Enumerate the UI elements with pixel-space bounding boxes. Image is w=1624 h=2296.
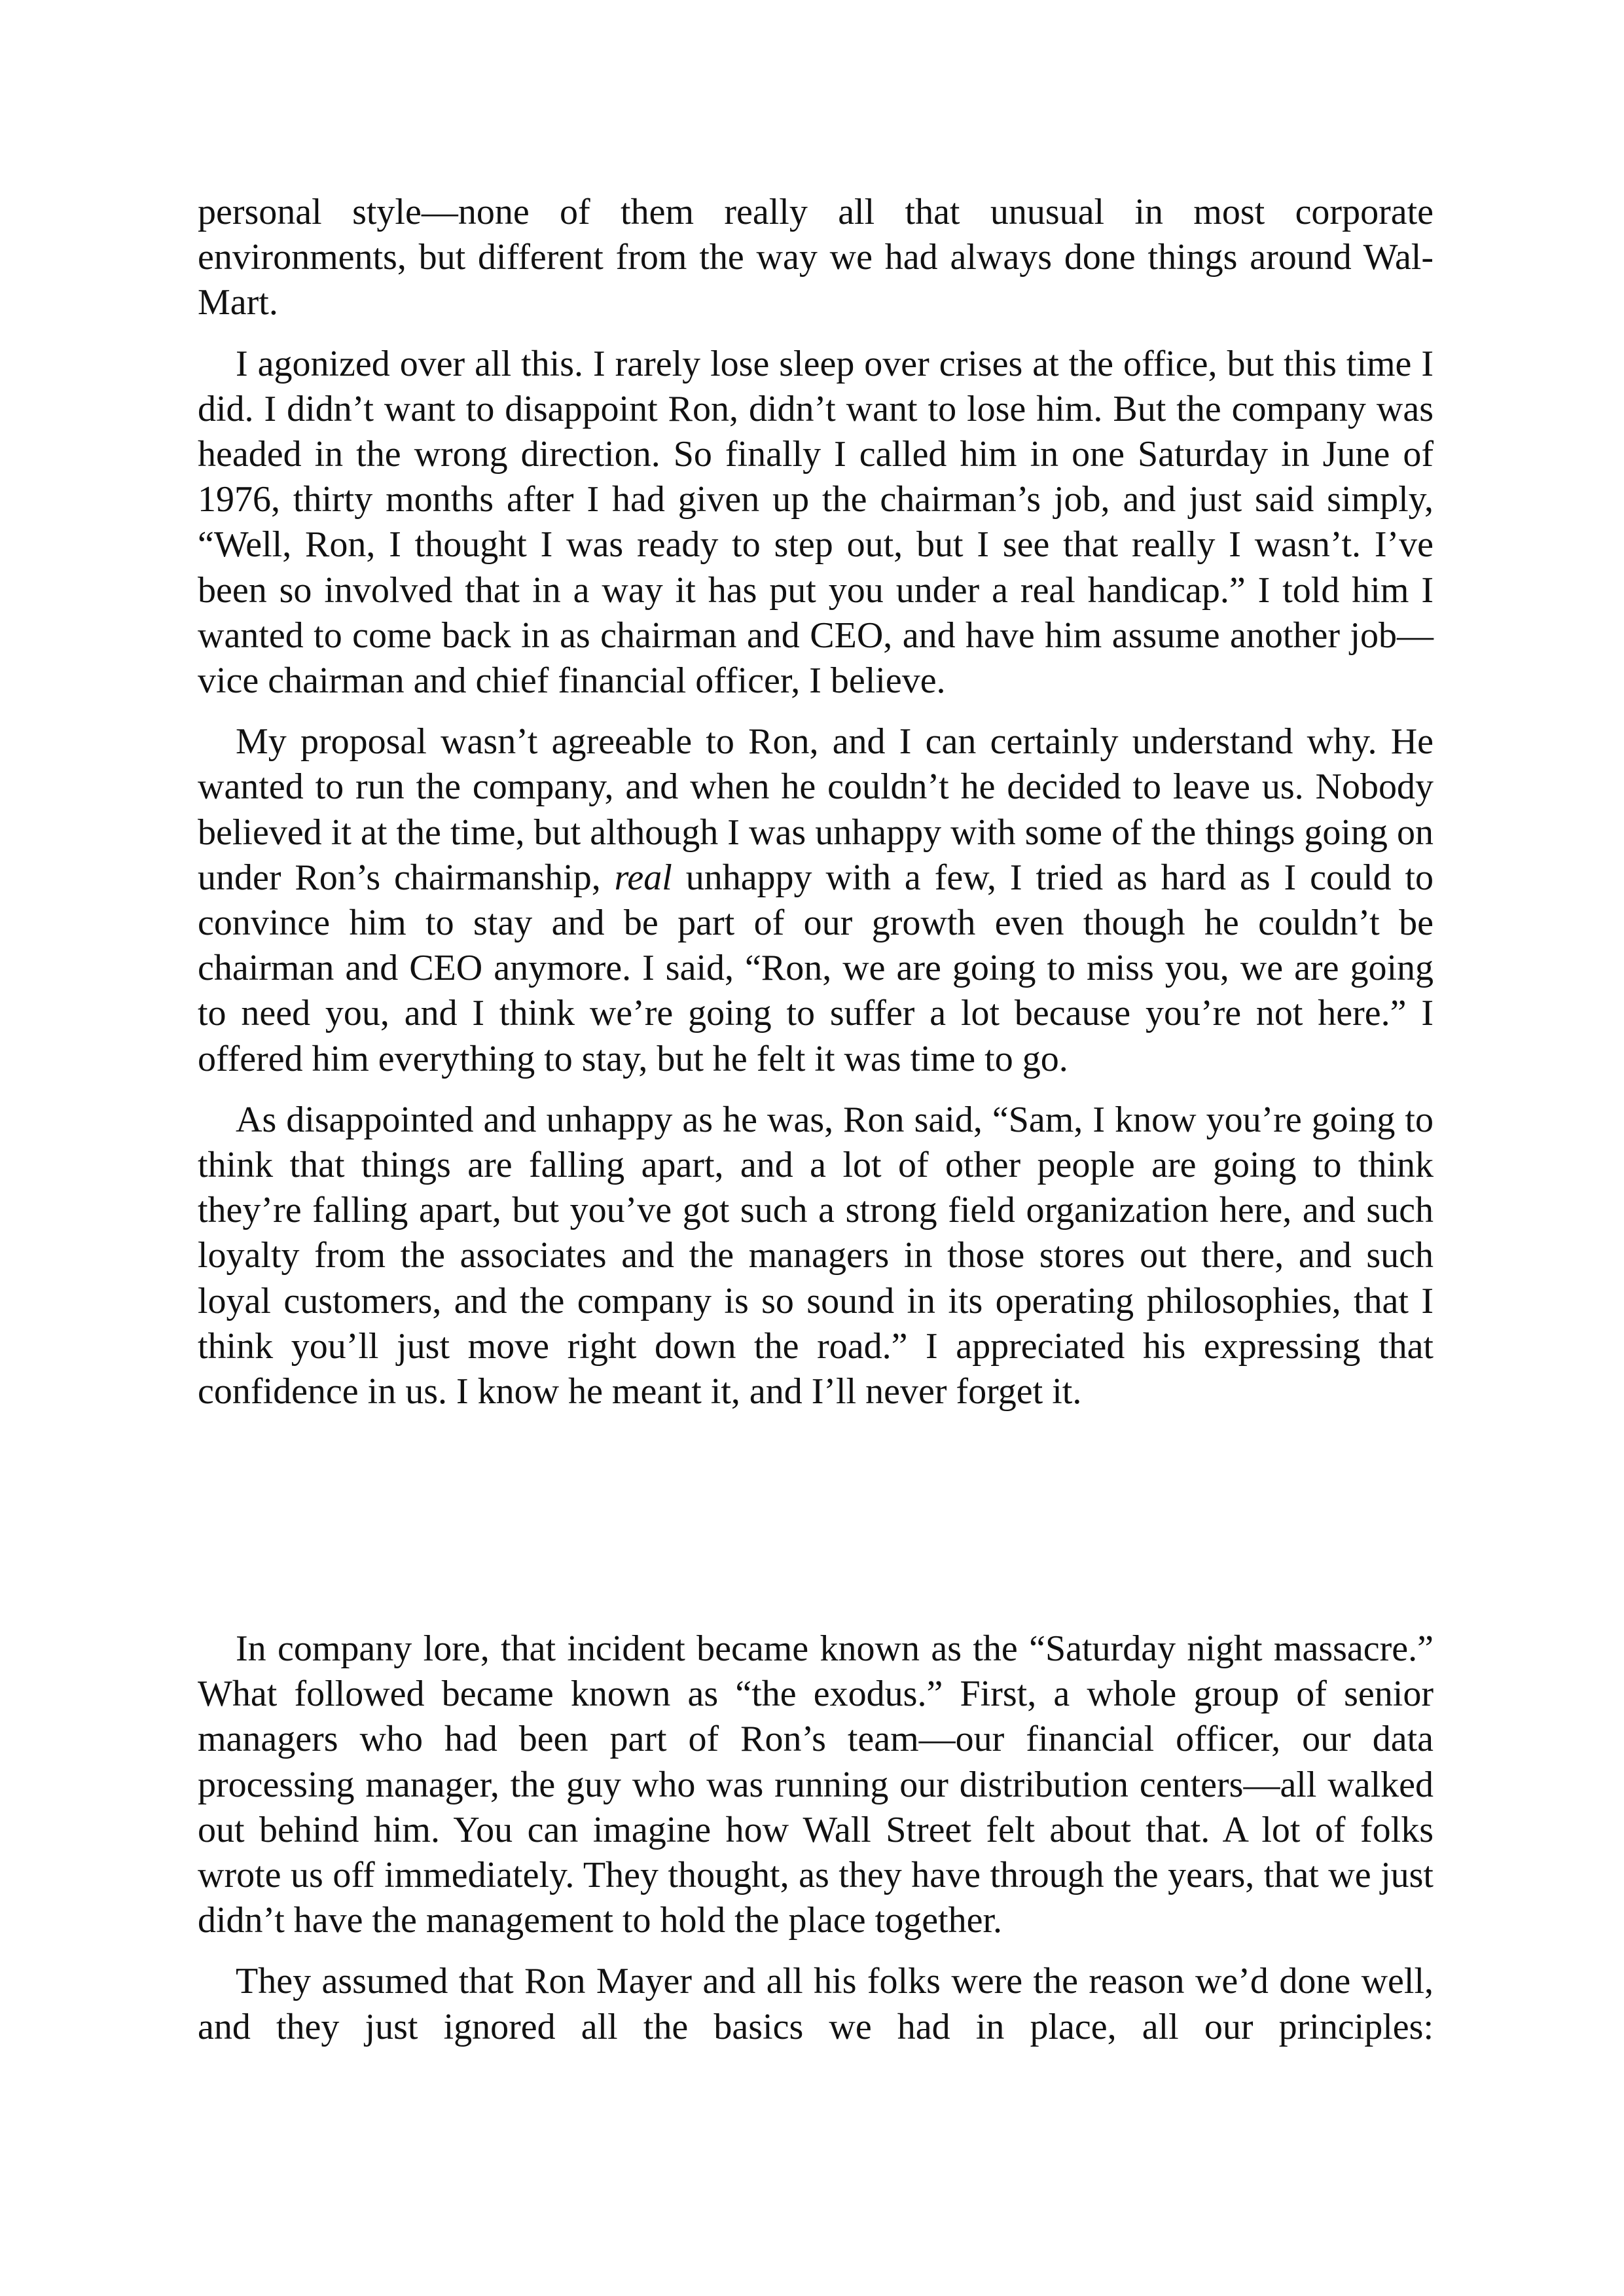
- paragraph-agonized: I agonized over all this. I rarely lose sleep over crises at the office, but this time I did. I didn’t want to disappoint Ron, didn’t want to lose him. But the company was headed in the wrong direction. So finally I called him in one Saturday in June of 1976, thirty months after I had given up the chairman’s job, and just said simply, “Well, Ron, I thought I was ready to step out, but I see that really I wasn’t. I’ve been so involved that in a way it has put you under a real handicap.” I told him I wanted to come back in as chairman and CEO, and have him assume another job—vice chairman and chief financial officer, I believe.: [198, 343, 1434, 702]
- paragraph-company-lore: In company lore, that incident became known as the “Saturday night massacre.” What followed became known as “the exodus.” First, a whole group of senior managers who had been part of Ron’s team—our financial officer, our data processing manager, the guy who was running our distribution centers—all walked out behind him. You can imagine how Wall Street felt about that. A lot of folks wrote us off immediately. They thought, as they have through the years, that we just didn’t have the management to hold the place together.: [198, 1628, 1434, 1941]
- paragraph-proposal: [198, 719, 1434, 1082]
- paragraph-proposal-text-1: My proposal wasn’t agreeable to Ron, and I can certainly understand why. He wanted to run the company, and when he couldn’t he decided to leave us. Nobody believed it at the time, but although I was unhappy with some of the things going on under Ron’s chairmanship,: [198, 721, 1434, 898]
- text-section-1: [198, 190, 1434, 1430]
- paragraph-continued: personal style—none of them really all that unusual in most corporate environments, but different from the way we had always done things around Wal-Mart.: [198, 192, 1434, 323]
- text-section-2: [198, 1626, 1434, 2066]
- paragraph-proposal-text-2: unhappy with a few, I tried as hard as I could to convince him to stay and be part of our growth even though he couldn’t be chairman and CEO anymore. I said, “Ron, we are going to miss you, we are going to need you, and I think we’re going to suffer a lot because you’re not here.” I offered him everything to stay, but he felt it was time to go.: [198, 857, 1434, 1079]
- paragraph-ron-said: As disappointed and unhappy as he was, Ron said, “Sam, I know you’re going to think that things are falling apart, and a lot of other people are going to think they’re falling apart, but you’ve got such a strong field organization here, and such loyalty from the associates and the managers in those stores out there, and such loyal customers, and the company is so sound in its operating philosophies, that I think you’ll just move right down the road.” I appreciated his expressing that confidence in us. I know he meant it, and I’ll never forget it.: [198, 1099, 1434, 1412]
- paragraph-they-assumed: They assumed that Ron Mayer and all his folks were the reason we’d done well, and they just ignored all the basics we had in place, all our principles:: [198, 1961, 1434, 2047]
- emphasis-real: real: [614, 857, 672, 898]
